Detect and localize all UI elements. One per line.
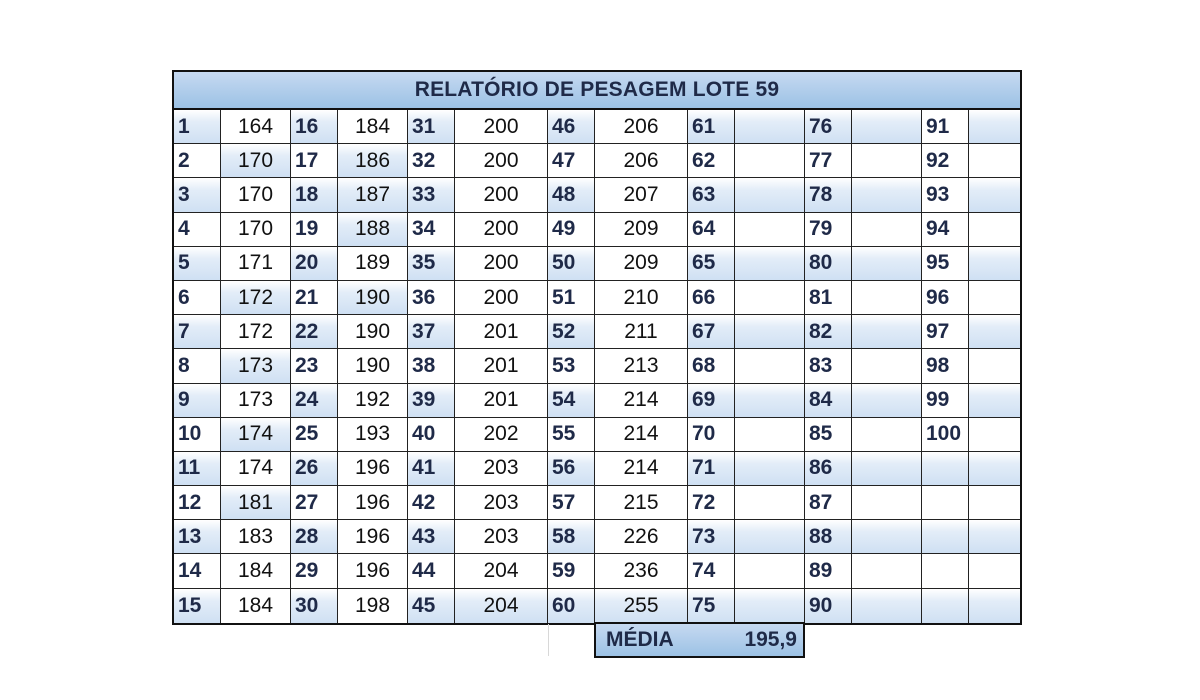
weight-value: 255 (595, 589, 688, 623)
animal-number: 80 (805, 247, 852, 281)
animal-number: 17 (291, 144, 338, 178)
animal-number: 67 (688, 315, 735, 349)
animal-number: 32 (408, 144, 455, 178)
weight-value: 213 (595, 349, 688, 383)
weight-value: 214 (595, 418, 688, 452)
animal-number: 10 (174, 418, 221, 452)
animal-number: 74 (688, 554, 735, 588)
animal-number: 21 (291, 281, 338, 315)
weight-value: 190 (338, 349, 408, 383)
animal-number: 8 (174, 349, 221, 383)
animal-number: 79 (805, 213, 852, 247)
weight-value: 201 (455, 349, 548, 383)
weight-value: 200 (455, 178, 548, 212)
animal-number: 49 (548, 213, 595, 247)
weight-value (735, 486, 805, 520)
weight-value (735, 520, 805, 554)
animal-number: 90 (805, 589, 852, 623)
weight-value (735, 452, 805, 486)
weight-value (852, 452, 922, 486)
animal-number: 12 (174, 486, 221, 520)
weight-value (852, 554, 922, 588)
animal-number: 95 (922, 247, 969, 281)
weight-value: 192 (338, 384, 408, 418)
animal-number: 41 (408, 452, 455, 486)
animal-number: 15 (174, 589, 221, 623)
weight-value: 170 (221, 144, 291, 178)
animal-number: 19 (291, 213, 338, 247)
animal-number: 42 (408, 486, 455, 520)
weight-value: 172 (221, 281, 291, 315)
weight-value (735, 110, 805, 144)
animal-number: 46 (548, 110, 595, 144)
animal-number: 44 (408, 554, 455, 588)
animal-number: 33 (408, 178, 455, 212)
animal-number: 75 (688, 589, 735, 623)
weight-value (969, 178, 1020, 212)
divider-line (548, 624, 549, 656)
animal-number: 50 (548, 247, 595, 281)
animal-number: 86 (805, 452, 852, 486)
weight-value (852, 486, 922, 520)
weight-value: 200 (455, 213, 548, 247)
animal-number: 13 (174, 520, 221, 554)
average-box (594, 622, 805, 658)
weight-value (969, 384, 1020, 418)
animal-number: 73 (688, 520, 735, 554)
weight-value: 174 (221, 418, 291, 452)
animal-number: 56 (548, 452, 595, 486)
animal-number: 34 (408, 213, 455, 247)
weight-value: 200 (455, 110, 548, 144)
weight-value: 174 (221, 452, 291, 486)
animal-number: 25 (291, 418, 338, 452)
weight-value: 211 (595, 315, 688, 349)
animal-number: 84 (805, 384, 852, 418)
animal-number: 31 (408, 110, 455, 144)
animal-number: 94 (922, 213, 969, 247)
animal-number (922, 589, 969, 623)
weight-value: 196 (338, 520, 408, 554)
weight-value (969, 144, 1020, 178)
animal-number: 11 (174, 452, 221, 486)
animal-number: 71 (688, 452, 735, 486)
animal-number: 24 (291, 384, 338, 418)
weight-value (852, 247, 922, 281)
weight-value (852, 213, 922, 247)
weight-value: 209 (595, 213, 688, 247)
animal-number: 26 (291, 452, 338, 486)
weight-value: 198 (338, 589, 408, 623)
animal-number: 98 (922, 349, 969, 383)
animal-number: 78 (805, 178, 852, 212)
animal-number: 70 (688, 418, 735, 452)
weight-value: 196 (338, 554, 408, 588)
animal-number: 27 (291, 486, 338, 520)
average-value: 195,9 (744, 628, 797, 651)
weight-value: 203 (455, 452, 548, 486)
weight-value (735, 213, 805, 247)
weight-value: 172 (221, 315, 291, 349)
weight-value (735, 554, 805, 588)
animal-number: 93 (922, 178, 969, 212)
weight-value (969, 213, 1020, 247)
weight-value (969, 349, 1020, 383)
animal-number: 66 (688, 281, 735, 315)
animal-number: 77 (805, 144, 852, 178)
animal-number: 1 (174, 110, 221, 144)
weight-value (735, 247, 805, 281)
weight-value (969, 452, 1020, 486)
weight-value: 183 (221, 520, 291, 554)
animal-number: 43 (408, 520, 455, 554)
animal-number: 37 (408, 315, 455, 349)
weight-value (969, 486, 1020, 520)
average-label: MÉDIA (606, 628, 674, 651)
animal-number: 76 (805, 110, 852, 144)
animal-number: 29 (291, 554, 338, 588)
weight-value: 186 (338, 144, 408, 178)
animal-number: 54 (548, 384, 595, 418)
weight-value (852, 418, 922, 452)
weight-value (852, 349, 922, 383)
weight-value: 173 (221, 384, 291, 418)
weight-value: 187 (338, 178, 408, 212)
weight-value: 204 (455, 589, 548, 623)
weight-value: 200 (455, 281, 548, 315)
animal-number: 51 (548, 281, 595, 315)
weight-value (735, 281, 805, 315)
weight-value: 190 (338, 281, 408, 315)
animal-number: 82 (805, 315, 852, 349)
weight-value: 170 (221, 178, 291, 212)
weight-value (969, 281, 1020, 315)
weight-value (735, 589, 805, 623)
animal-number: 57 (548, 486, 595, 520)
animal-number: 20 (291, 247, 338, 281)
weight-value (969, 554, 1020, 588)
animal-number: 48 (548, 178, 595, 212)
animal-number (922, 452, 969, 486)
animal-number: 62 (688, 144, 735, 178)
weight-value: 214 (595, 452, 688, 486)
weight-value: 206 (595, 110, 688, 144)
weight-value (969, 315, 1020, 349)
weight-value: 203 (455, 486, 548, 520)
animal-number: 83 (805, 349, 852, 383)
animal-number: 89 (805, 554, 852, 588)
report-title: RELATÓRIO DE PESAGEM LOTE 59 (174, 72, 1020, 110)
weight-value: 214 (595, 384, 688, 418)
animal-number: 7 (174, 315, 221, 349)
animal-number: 88 (805, 520, 852, 554)
weight-value (735, 144, 805, 178)
animal-number: 87 (805, 486, 852, 520)
animal-number: 4 (174, 213, 221, 247)
weight-value: 202 (455, 418, 548, 452)
animal-number: 30 (291, 589, 338, 623)
weight-value: 170 (221, 213, 291, 247)
animal-number: 23 (291, 349, 338, 383)
animal-number: 99 (922, 384, 969, 418)
weight-value (969, 110, 1020, 144)
weight-value (852, 589, 922, 623)
animal-number: 68 (688, 349, 735, 383)
animal-number: 63 (688, 178, 735, 212)
weight-value: 171 (221, 247, 291, 281)
animal-number: 59 (548, 554, 595, 588)
weight-value (852, 520, 922, 554)
weight-value (852, 178, 922, 212)
animal-number: 18 (291, 178, 338, 212)
weight-value: 207 (595, 178, 688, 212)
animal-number: 52 (548, 315, 595, 349)
weight-value: 184 (338, 110, 408, 144)
animal-number: 97 (922, 315, 969, 349)
weight-value (852, 384, 922, 418)
weight-value (852, 281, 922, 315)
weight-value: 184 (221, 554, 291, 588)
animal-number (922, 486, 969, 520)
weight-value: 196 (338, 452, 408, 486)
animal-number: 3 (174, 178, 221, 212)
weight-value: 184 (221, 589, 291, 623)
weight-value (969, 418, 1020, 452)
weight-value: 188 (338, 213, 408, 247)
weight-value (969, 247, 1020, 281)
animal-number: 64 (688, 213, 735, 247)
animal-number: 61 (688, 110, 735, 144)
weighing-grid (174, 110, 1020, 623)
weight-value (735, 178, 805, 212)
animal-number: 45 (408, 589, 455, 623)
weight-value: 190 (338, 315, 408, 349)
weight-value: 200 (455, 247, 548, 281)
animal-number: 81 (805, 281, 852, 315)
animal-number: 72 (688, 486, 735, 520)
animal-number: 91 (922, 110, 969, 144)
weight-value: 209 (595, 247, 688, 281)
weight-value: 201 (455, 315, 548, 349)
weight-value: 164 (221, 110, 291, 144)
animal-number: 92 (922, 144, 969, 178)
animal-number (922, 554, 969, 588)
weight-value: 204 (455, 554, 548, 588)
weight-value (735, 384, 805, 418)
weight-value: 236 (595, 554, 688, 588)
animal-number: 28 (291, 520, 338, 554)
weighing-report-table (172, 70, 1022, 625)
animal-number: 35 (408, 247, 455, 281)
weight-value: 201 (455, 384, 548, 418)
animal-number: 5 (174, 247, 221, 281)
animal-number: 55 (548, 418, 595, 452)
animal-number: 39 (408, 384, 455, 418)
weight-value: 200 (455, 144, 548, 178)
weight-value (969, 520, 1020, 554)
animal-number: 58 (548, 520, 595, 554)
animal-number: 22 (291, 315, 338, 349)
weight-value (735, 418, 805, 452)
animal-number: 100 (922, 418, 969, 452)
animal-number: 85 (805, 418, 852, 452)
weight-value: 189 (338, 247, 408, 281)
weight-value (735, 315, 805, 349)
weight-value: 203 (455, 520, 548, 554)
animal-number: 6 (174, 281, 221, 315)
animal-number (922, 520, 969, 554)
animal-number: 65 (688, 247, 735, 281)
animal-number: 69 (688, 384, 735, 418)
animal-number: 14 (174, 554, 221, 588)
weight-value (852, 144, 922, 178)
animal-number: 36 (408, 281, 455, 315)
weight-value (852, 315, 922, 349)
animal-number: 60 (548, 589, 595, 623)
weight-value: 173 (221, 349, 291, 383)
animal-number: 38 (408, 349, 455, 383)
animal-number: 9 (174, 384, 221, 418)
weight-value: 215 (595, 486, 688, 520)
weight-value: 181 (221, 486, 291, 520)
weight-value (969, 589, 1020, 623)
weight-value (852, 110, 922, 144)
animal-number: 96 (922, 281, 969, 315)
animal-number: 53 (548, 349, 595, 383)
weight-value: 196 (338, 486, 408, 520)
animal-number: 2 (174, 144, 221, 178)
animal-number: 47 (548, 144, 595, 178)
weight-value: 206 (595, 144, 688, 178)
animal-number: 16 (291, 110, 338, 144)
animal-number: 40 (408, 418, 455, 452)
weight-value: 226 (595, 520, 688, 554)
weight-value (735, 349, 805, 383)
weight-value: 193 (338, 418, 408, 452)
weight-value: 210 (595, 281, 688, 315)
